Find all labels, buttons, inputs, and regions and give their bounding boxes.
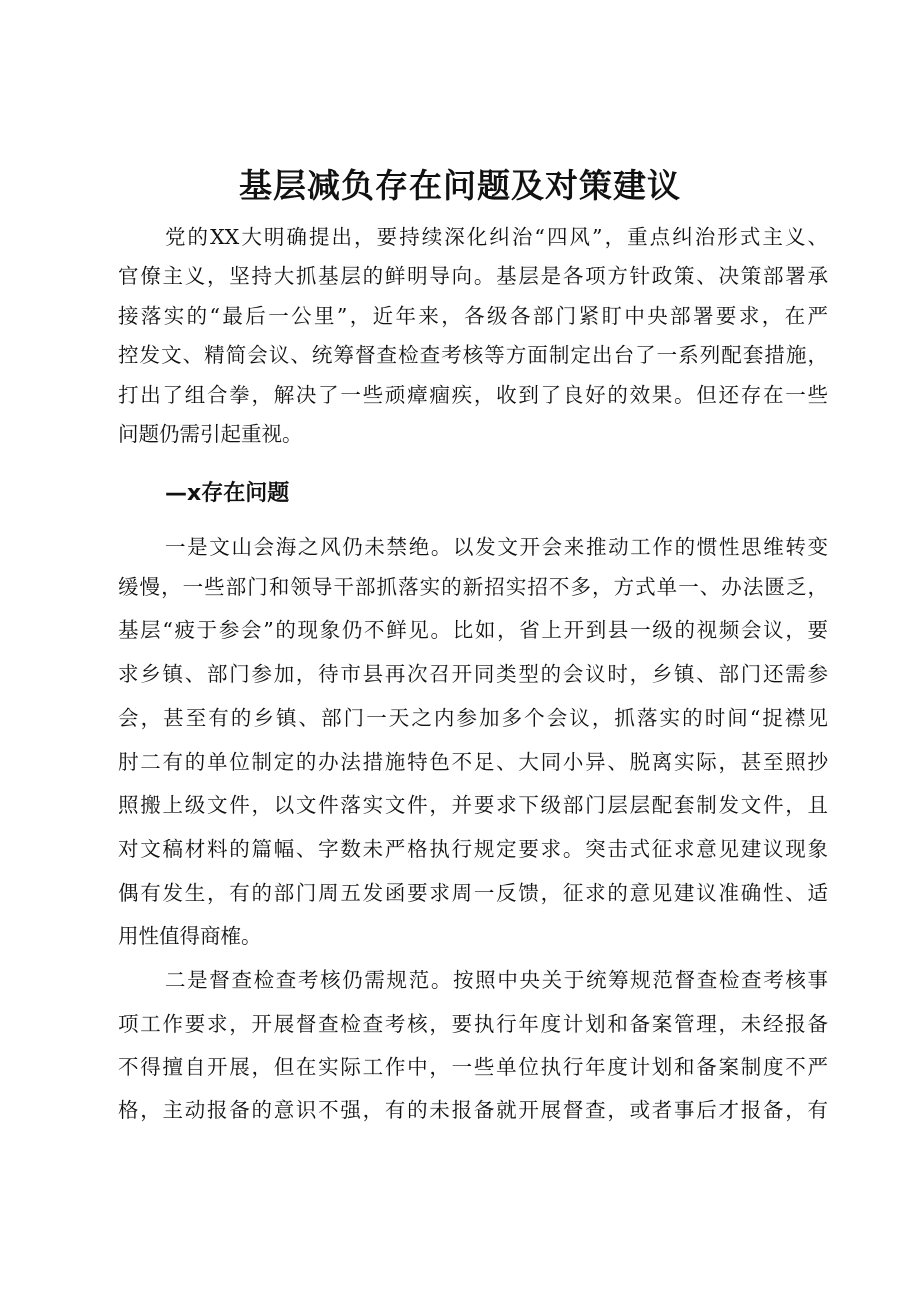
intro-line: 控发文、精简会议、统筹督查检查考核等方面制定出台了一系列配套措施， [118,343,828,367]
para1-line: 缓慢，一些部门和领导干部抓落实的新招实招不多，方式单一、办法匮乏， [118,575,828,599]
para1-line: 照搬上级文件，以文件落实文件，并要求下级部门层层配套制发文件，且 [118,793,828,817]
intro-line: 党的XX大明确提出，要持续深化纠治“四风”，重点纠治形式主义、 [165,225,828,249]
para1-line: 求乡镇、部门参加，待市县再次召开同类型的会议时，乡镇、部门还需参 [118,662,828,686]
intro-line: 接落实的“最后一公里”，近年来，各级各部门紧盯中央部署要求，在严 [118,304,828,328]
para1-line: 对文稿材料的篇幅、字数未严格执行规定要求。突击式征求意见建议现象 [118,837,828,861]
para1-line: 肘二有的单位制定的办法措施特色不足、大同小异、脱离实际，甚至照抄 [118,750,828,774]
para2-line: 二是督查检查考核仍需规范。按照中央关于统筹规范督查检查考核事 [165,968,828,992]
para2-line: 不得擅自开展，但在实际工作中，一些单位执行年度计划和备案制度不严 [118,1055,828,1079]
intro-line: 官僚主义，坚持大抓基层的鲜明导向。基层是各项方针政策、决策部署承 [118,264,828,288]
para1-line: 用性值得商榷。 [118,924,262,948]
intro-line: 问题仍需引起重视。 [118,422,303,446]
para2-line: 项工作要求，开展督查检查考核，要执行年度计划和备案管理，未经报备 [118,1012,828,1036]
para2-line: 格，主动报备的意识不强，有的未报备就开展督查，或者事后才报备，有 [118,1098,828,1122]
para1-line: 基层“疲于参会”的现象仍不鲜见。比如，省上开到县一级的视频会议，要 [118,618,828,642]
intro-line: 打出了组合拳，解决了一些顽瘴痼疾，收到了良好的效果。但还存在一些 [118,383,828,407]
section-heading: —x存在问题 [165,481,290,506]
document-title: 基层减负存在问题及对策建议 [239,166,681,205]
para1-line: 会，甚至有的乡镇、部门一天之内参加多个会议，抓落实的时间“捉襟见 [118,706,828,730]
para1-line: 偶有发生，有的部门周五发函要求周一反馈，征求的意见建议准确性、适 [118,881,828,905]
para1-line: 一是文山会海之风仍未禁绝。以发文开会来推动工作的惯性思维转变 [165,535,828,559]
